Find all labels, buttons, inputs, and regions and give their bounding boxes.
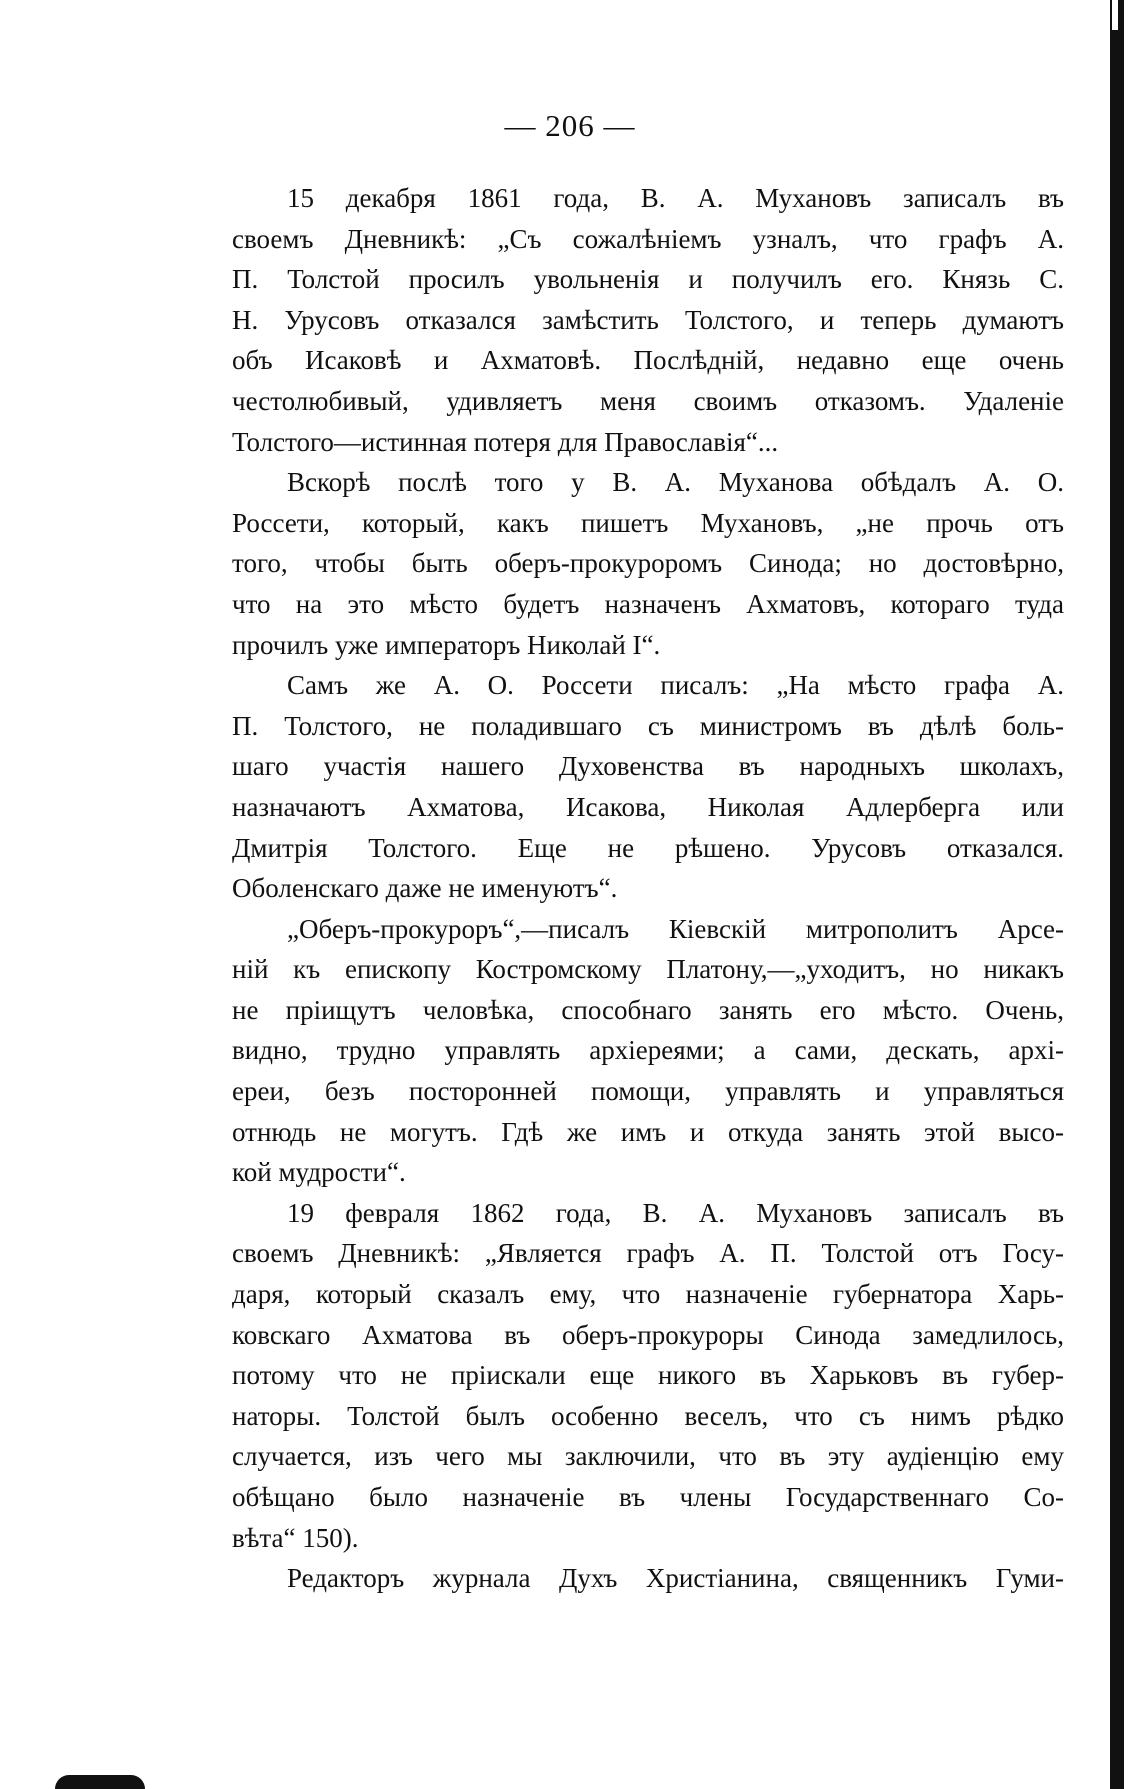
text-line: Толстого—истинная потеря для Православія“... <box>232 426 779 457</box>
text-line: не пріищутъ человѣка, способнаго занять его мѣсто. Очень, <box>232 994 1064 1025</box>
text-line: видно, трудно управлять архіереями; а сами, дескать, архі- <box>232 1035 1064 1066</box>
text-line: Редакторъ журнала Духъ Христіанина, священникъ Гуми- <box>287 1563 1064 1594</box>
page-edge-gap <box>1112 0 1118 30</box>
body-text <box>232 178 1064 1599</box>
text-line: Оболенскаго даже не именуютъ“. <box>232 873 618 904</box>
text-line: того, чтобы быть оберъ-прокуроромъ Синода; но достовѣрно, <box>232 548 1064 579</box>
page-number: — 206 — <box>504 108 636 143</box>
text-line: наторы. Толстой былъ особенно веселъ, что съ нимъ рѣдко <box>232 1400 1064 1431</box>
text-line: своемъ Дневникѣ: „Съ сожалѣніемъ узналъ, что графъ А. <box>232 223 1064 254</box>
text-line: Вскорѣ послѣ того у В. А. Муханова обѣдалъ А. О. <box>287 467 1064 498</box>
scan-smudge <box>55 1775 145 1789</box>
text-line: прочилъ уже императоръ Николай I“. <box>232 629 661 660</box>
text-line: обѣщано было назначеніе въ члены Государственнаго Со- <box>232 1482 1064 1512</box>
text-line: потому что не пріискали еще никого въ Харьковъ въ губер- <box>232 1360 1064 1391</box>
text-line: П. Толстого, не поладившаго съ министромъ въ дѣлѣ боль- <box>232 710 1064 741</box>
text-line: 19 февраля 1862 года, В. А. Мухановъ записалъ въ <box>287 1197 1064 1228</box>
text-line: Россети, который, какъ пишетъ Мухановъ, „не прочь отъ <box>232 507 1064 538</box>
text-line: Дмитрія Толстого. Еще не рѣшено. Урусовъ отказался. <box>232 832 1064 863</box>
text-line: отнюдь не могутъ. Гдѣ же имъ и откуда занять этой высо- <box>232 1116 1064 1147</box>
text-line: кой мудрости“. <box>232 1157 406 1188</box>
text-line: ній къ епископу Костромскому Платону,—„уходитъ, но никакъ <box>232 954 1064 985</box>
text-line: что на это мѣсто будетъ назначенъ Ахматовъ, котораго туда <box>232 588 1064 619</box>
text-line: объ Исаковѣ и Ахматовѣ. Послѣдній, недавно еще очень <box>232 345 1064 376</box>
text-line: шаго участія нашего Духовенства въ народныхъ школахъ, <box>232 751 1064 782</box>
text-line: П. Толстой просилъ увольненія и получилъ его. Князь С. <box>232 264 1064 295</box>
text-line: своемъ Дневникѣ: „Является графъ А. П. Толстой отъ Госу- <box>232 1238 1064 1269</box>
text-line: 15 декабря 1861 года, В. А. Мухановъ записалъ въ <box>287 183 1064 213</box>
text-line: Самъ же А. О. Россети писалъ: „На мѣсто графа А. <box>287 670 1064 701</box>
text-line: честолюбивый, удивляетъ меня своимъ отказомъ. Удаленіе <box>232 385 1064 416</box>
page-edge-shadow <box>1110 0 1124 1789</box>
text-line: ковскаго Ахматова въ оберъ-прокуроры Синода замедлилось, <box>232 1319 1064 1350</box>
text-line: даря, который сказалъ ему, что назначеніе губернатора Харь- <box>232 1279 1064 1310</box>
text-line: назначаютъ Ахматова, Исакова, Николая Адлерберга или <box>232 791 1064 822</box>
text-line: Н. Урусовъ отказался замѣстить Толстого, и теперь думаютъ <box>232 304 1064 335</box>
text-line: „Оберъ-прокуроръ“,—писалъ Кіевскій митрополитъ Арсе- <box>287 913 1064 944</box>
text-line: случается, изъ чего мы заключили, что въ эту аудіенцію ему <box>232 1441 1064 1472</box>
text-line: вѣта“ 150). <box>232 1522 359 1553</box>
text-line: ереи, безъ посторонней помощи, управлять и управляться <box>232 1076 1064 1107</box>
